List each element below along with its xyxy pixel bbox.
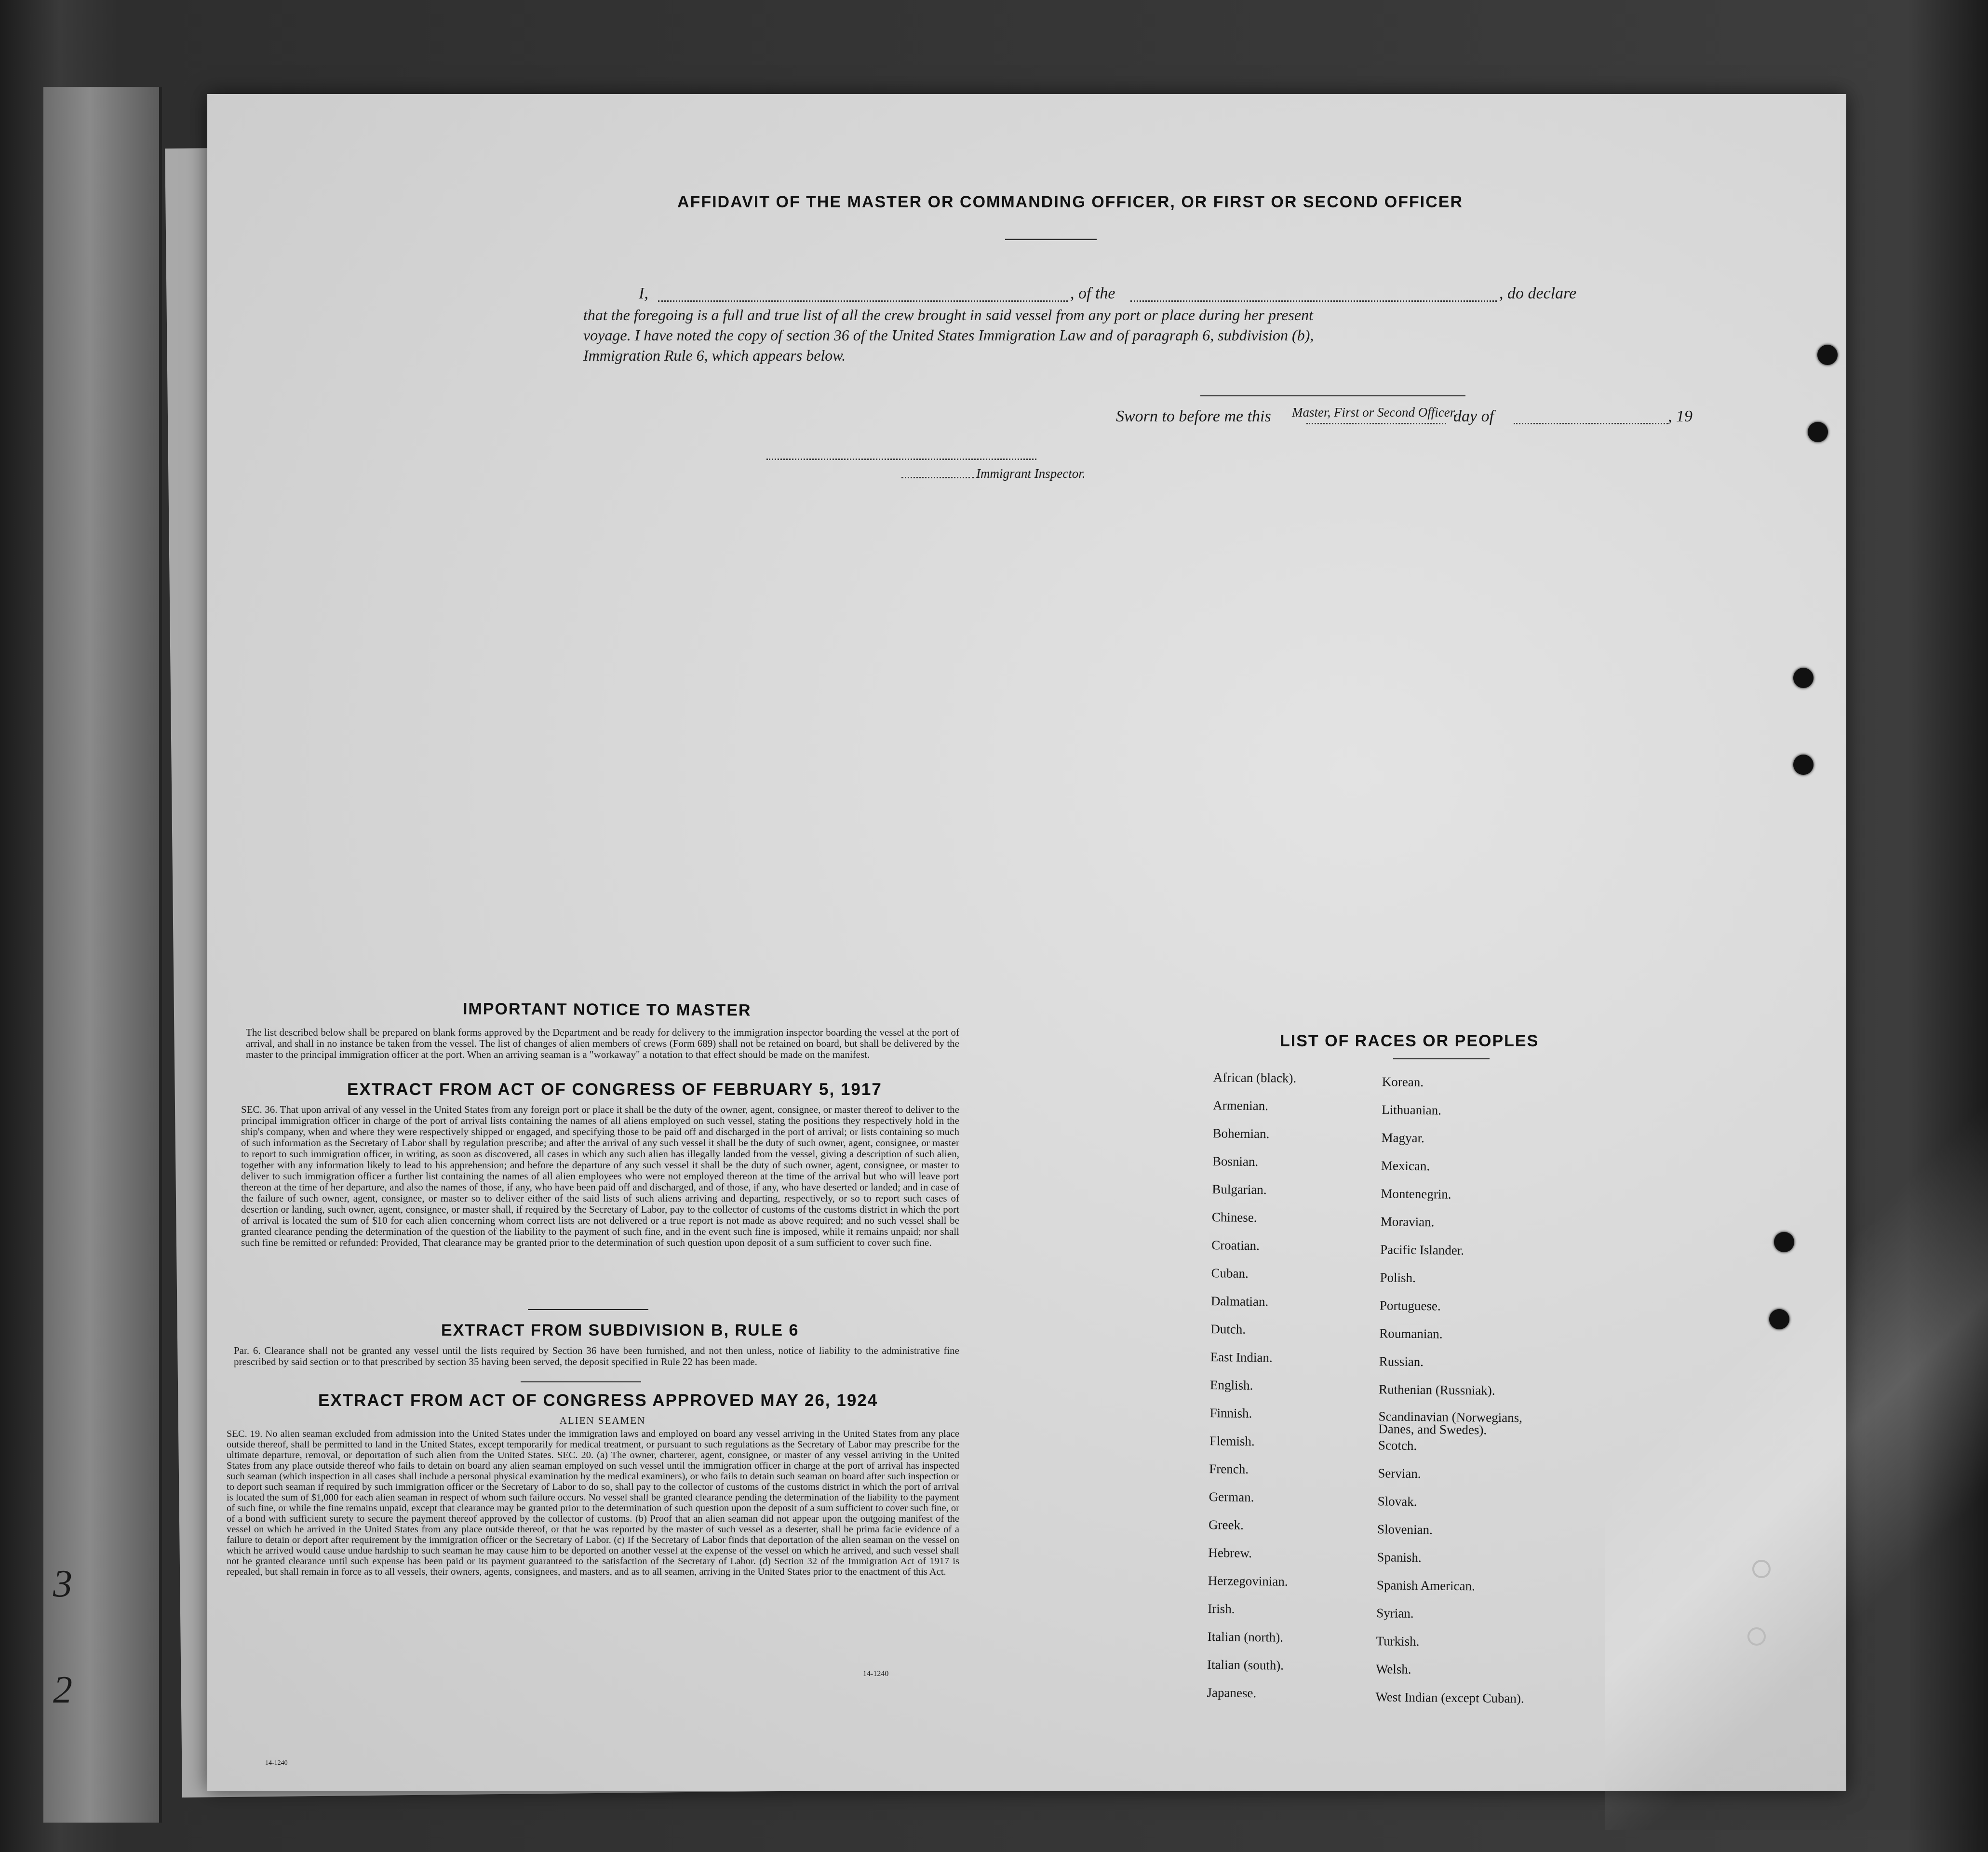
sworn-month-blank bbox=[1514, 423, 1668, 424]
race-item: Irish. bbox=[1208, 1601, 1235, 1616]
race-item: Pacific Islander. bbox=[1380, 1242, 1464, 1258]
affidavit-line4: Immigration Rule 6, which appears below. bbox=[583, 347, 846, 364]
paper-fold bbox=[1605, 962, 1988, 1830]
binder-hole bbox=[1808, 422, 1828, 442]
sworn-year: , 19 bbox=[1668, 407, 1692, 425]
race-item: Montenegrin. bbox=[1381, 1186, 1451, 1202]
form-number: 14-1240 bbox=[863, 1670, 889, 1678]
race-item: Lithuanian. bbox=[1382, 1102, 1442, 1118]
inspector-signature-line bbox=[766, 459, 1036, 460]
affidavit-line1-start: I, bbox=[639, 284, 648, 302]
races-left-column bbox=[1207, 1070, 1296, 1714]
race-item: Dutch. bbox=[1210, 1322, 1246, 1337]
race-item: Herzegovinian. bbox=[1208, 1573, 1288, 1589]
margin-number: 3 bbox=[53, 1563, 72, 1605]
race-item: Greek. bbox=[1208, 1517, 1244, 1532]
races-title: LIST OF RACES OR PEOPLES bbox=[1280, 1032, 1539, 1050]
ring-mark bbox=[1752, 1560, 1771, 1578]
extract-1917-title: EXTRACT FROM ACT OF CONGRESS OF FEBRUARY 5, 1917 bbox=[347, 1080, 882, 1099]
race-item: Scandinavian (Norwegians, Danes, and Swedes). bbox=[1378, 1409, 1523, 1437]
extract-1924-title: EXTRACT FROM ACT OF CONGRESS APPROVED MAY 26, 1924 bbox=[318, 1391, 878, 1410]
notice-title: IMPORTANT NOTICE TO MASTER bbox=[462, 1000, 752, 1020]
race-item: Moravian. bbox=[1380, 1214, 1435, 1230]
binder-hole bbox=[1793, 755, 1813, 775]
sworn-day-blank bbox=[1306, 423, 1446, 424]
affidavit-line1-of: , of the bbox=[1070, 284, 1115, 302]
binder-hole bbox=[1774, 1232, 1794, 1252]
extract-rule6-title: EXTRACT FROM SUBDIVISION B, RULE 6 bbox=[441, 1321, 799, 1339]
race-item: Croatian. bbox=[1211, 1238, 1260, 1253]
race-item: Roumanian. bbox=[1379, 1326, 1443, 1341]
race-item: Bohemian. bbox=[1212, 1126, 1270, 1141]
race-item: Japanese. bbox=[1207, 1685, 1257, 1701]
race-item: Spanish. bbox=[1377, 1550, 1422, 1565]
inspector-label: Immigrant Inspector. bbox=[976, 466, 1086, 481]
race-item: Syrian. bbox=[1376, 1606, 1414, 1621]
race-item: Korean. bbox=[1382, 1074, 1424, 1090]
race-item: Cuban. bbox=[1211, 1266, 1249, 1281]
affidavit-line2: that the foregoing is a full and true list of all the crew brought in said vessel from any port or place during her present bbox=[583, 306, 1313, 324]
race-item: Armenian. bbox=[1213, 1098, 1269, 1113]
section-divider bbox=[528, 1309, 648, 1310]
sworn-day: day of bbox=[1453, 407, 1494, 425]
race-item: Spanish American. bbox=[1376, 1578, 1476, 1594]
race-item: English. bbox=[1209, 1378, 1253, 1393]
extract-1924-subtitle: ALIEN SEAMEN bbox=[559, 1415, 646, 1426]
race-item: Mexican. bbox=[1381, 1158, 1430, 1174]
races-title-rule bbox=[1393, 1058, 1490, 1059]
race-item: Welsh. bbox=[1375, 1662, 1411, 1676]
race-item: French. bbox=[1209, 1461, 1249, 1476]
race-item: Slovak. bbox=[1377, 1494, 1417, 1509]
section-divider bbox=[521, 1381, 641, 1382]
race-item: Hebrew. bbox=[1208, 1545, 1252, 1561]
race-item: Flemish. bbox=[1209, 1433, 1255, 1449]
name-blank bbox=[658, 300, 1068, 302]
race-item: Bosnian. bbox=[1212, 1154, 1259, 1169]
footer-form-number: 14-1240 bbox=[265, 1759, 288, 1767]
race-item: Ruthenian (Russniak). bbox=[1378, 1382, 1495, 1398]
race-item: German. bbox=[1209, 1489, 1254, 1505]
binder-hole bbox=[1793, 668, 1813, 688]
vessel-blank bbox=[1130, 300, 1497, 302]
extract-1917-body: SEC. 36. That upon arrival of any vessel in the United States from any foreign port or place it shall be the duty of the owner, agent, consignee, or master thereof to deliver to the principal immigration officer in charge of the port of arrival lists containing the names of all aliens employed on such vessel, stating the positions they respectively hold in the ship's company, when and where they were respectively shipped or engaged, and specifying those to be paid off and discharged in the port of arrival; or lists containing so much of such information as the Secretary of Labor shall by regulation prescribe; and after the arrival of any such vessel it shall be the duty of such owner, agent, consignee, or master to report to such immigration officer, in writing, as soon as discovered, all cases in which any such alien has illegally landed from the vessel, giving a description of such alien, together with any information likely to lead to his apprehension; and before the departure of any such vessel it shall be the duty of such owner, agent, consignee, or master to deliver to such immigration officer a further list containing the names of all alien employees who were not employed thereon at the time of the arrival but who will leave port thereon at the time of her departure, and also the names of those, if any, who have been paid off and discharged, and of those, if any, who have deserted or landed; and in case of the failure of such owner, agent, consignee, or master so to deliver either of the said lists of such aliens arriving and departing, respectively, or so to report such cases of desertion or landing, such owner, agent, consignee, or master shall, if required by the Secretary of Labor, pay to the collector of customs of the customs district in which the port of arrival is located the sum of $10 for each alien concerning whom correct lists are not delivered or a true report is not made as above required; and no such vessel shall be granted clearance pending the determination of the question of the liability to the payment of such fine, and in the event such fine is imposed, while it remains unpaid; nor shall such fine be remitted or refunded: Provided, That clearance may be granted prior to the determination of such question upon deposit of a sum sufficient to cover such fine. bbox=[241, 1104, 959, 1248]
inspector-lead-dots bbox=[901, 477, 974, 478]
master-signature-line bbox=[1200, 395, 1465, 396]
race-item: Polish. bbox=[1380, 1270, 1416, 1285]
binder-hole bbox=[1817, 345, 1838, 365]
race-item: Scotch. bbox=[1378, 1438, 1417, 1453]
race-item: Chinese. bbox=[1211, 1210, 1257, 1225]
master-signature-label: Master, First or Second Officer. bbox=[1292, 405, 1457, 419]
race-item: West Indian (except Cuban). bbox=[1375, 1690, 1524, 1706]
ring-mark bbox=[1747, 1627, 1766, 1646]
race-item: Portuguese. bbox=[1379, 1298, 1441, 1313]
race-item: Italian (north). bbox=[1207, 1629, 1284, 1645]
affidavit-line3: voyage. I have noted the copy of section 36 of the United States Immigration Law and of paragraph 6, subdivision (b), bbox=[583, 326, 1314, 344]
race-item: Italian (south). bbox=[1207, 1657, 1284, 1673]
race-item: Russian. bbox=[1379, 1354, 1424, 1369]
binder-hole bbox=[1769, 1309, 1789, 1329]
extract-1924-body: SEC. 19. No alien seaman excluded from admission into the United States under the immigration laws and employed on board any vessel arriving in the United States from any place outside thereof, shall be permitted to land in the United States, except temporarily for medical treatment, or pursuant to such regulations as the Secretary of Labor may prescribe for the ultimate departure, removal, or deportation of such alien from the United States. SEC. 20. (a) The owner, charterer, agent, consignee, or master of any vessel arriving in the United States from any place outside thereof who fails to detain on board any alien seaman employed on such vessel until the immigration officer in charge at the port of arrival has inspected such seaman (which inspection in all cases shall include a personal physical examination by the medical examiners), or who fails to detain such seaman on board after such inspection or to deport such seaman if required by such immigration officer or the Secretary of Labor to do so, shall pay to the collector of customs of the customs district in which the port of arrival is located the sum of $1,000 for each alien seaman in respect of whom such failure occurs. No vessel shall be granted clearance pending the determination of the liability to the payment of such fine, or while the fine remains unpaid, except that clearance may be granted prior to the determination of such question upon the deposit of a sum sufficient to cover such fine, or of a bond with sufficient surety to secure the payment thereof approved by the collector of customs. (b) Proof that an alien seaman did not appear upon the outgoing manifest of the vessel on which he arrived in the United States from any place outside thereof, or that he was reported by the master of such vessel as a deserter, shall be prima facie evidence of a failure to detain or deport after requirement by the immigration officer or the Secretary of Labor. (c) If the Secretary of Labor finds that deportation of the alien seaman on the vessel on which he arrived would cause undue hardship to such seaman he may cause him to be deported on another vessel at the expense of the vessel on which he arrived, and such vessel shall not be granted clearance until such expense has been paid or its payment guaranteed to the satisfaction of the Secretary of Labor. (d) Section 32 of the Immigration Act of 1917 is repealed, but shall remain in force as to all vessels, their owners, agents, consignees, and masters, and as to all seamen, arriving in the United States prior to the enactment of this Act. bbox=[227, 1429, 959, 1577]
extract-rule6-body: Par. 6. Clearance shall not be granted any vessel until the lists required by Section 36 have been furnished, and not then unless, notice of liability to the administrative fine prescribed by said section or to that prescribed by section 35 having been served, the deposit specified in Rule 22 has been made. bbox=[234, 1345, 959, 1367]
affidavit-line1-end: , do declare bbox=[1499, 284, 1577, 302]
notice-body: The list described below shall be prepared on blank forms approved by the Department and be ready for delivery to the immigration inspector boarding the vessel at the port of arrival, and shall in no instance be taken from the vessel. The list of changes of alien members of crews (Form 689) shall not be retained on board, but shall be delivered by the master to the principal immigration officer at the port. When an arriving seaman is a "workaway" a notation to that effect should be made on the manifest. bbox=[246, 1027, 959, 1060]
races-right-column bbox=[1375, 1074, 1546, 1719]
race-item: Magyar. bbox=[1381, 1130, 1425, 1146]
race-item: Slovenian. bbox=[1377, 1522, 1433, 1537]
affidavit-title: AFFIDAVIT OF THE MASTER OR COMMANDING OFFICER, OR FIRST OR SECOND OFFICER bbox=[677, 193, 1463, 211]
margin-number: 2 bbox=[53, 1669, 72, 1711]
race-item: Dalmatian. bbox=[1210, 1294, 1269, 1309]
race-item: Servian. bbox=[1378, 1466, 1421, 1481]
manifest-page bbox=[207, 94, 1846, 1791]
race-item: Bulgarian. bbox=[1212, 1182, 1267, 1197]
sworn-prefix: Sworn to before me this bbox=[1116, 407, 1271, 425]
race-item: East Indian. bbox=[1210, 1350, 1273, 1365]
race-item: African (black). bbox=[1213, 1070, 1297, 1085]
title-rule bbox=[1005, 239, 1097, 240]
race-item: Finnish. bbox=[1209, 1406, 1252, 1421]
race-item: Turkish. bbox=[1376, 1634, 1420, 1649]
